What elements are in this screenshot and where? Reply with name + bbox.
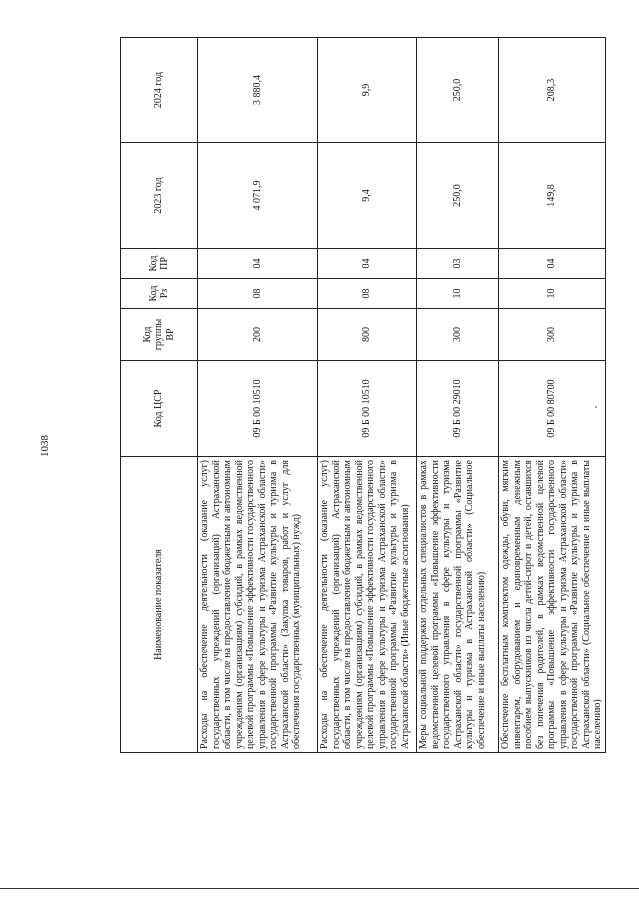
row-2024: 3 880,4 xyxy=(198,38,318,143)
row-pr: 04 xyxy=(318,249,417,279)
row-2024: 9,9 xyxy=(318,38,417,143)
scan-speck xyxy=(595,406,597,408)
header-2024: 2024 год xyxy=(121,38,198,143)
row-pr: 04 xyxy=(198,249,318,279)
table-row xyxy=(198,38,318,753)
table-row xyxy=(417,38,499,753)
row-name: Расходы на обеспечение деятельности (оказание услуг) государственных учреждений (организаций) Астраханской области, в том числе на предоставление бюджетным и автономным учреждениям (организациям) субсидий, в рамках ведомственной целевой программы «Повышение эффективности государственного управления в сфере культуры и туризма Астраханской области» государственной программы «Развитие культуры и туризма в Астраханской области» (Закупка товаров, работ и услуг для обеспечения государственных (муниципальных) нужд) xyxy=(198,457,318,753)
row-name: Обеспечение бесплатным комплектом одежды, обуви, мягким инвентарем, оборудованием и единовременным денежным пособием выпускников из числа детей-сирот и детей, оставшихся без попечения родителей, в рамках ведомственной целевой программы «Повышение эффективности государственного управления в сфере культуры и туризма Астраханской области» государственной программы «Развитие культуры и туризма в Астраханской области» (Социальное обеспечение и иные выплаты населению) xyxy=(499,457,606,753)
row-name: Расходы на обеспечение деятельности (оказание услуг) государственных учреждений (организаций) Астраханской области, в том числе на предоставление бюджетным и автономным учреждениям (организациям) субсидий, в рамках ведомственной целевой программы «Повышение эффективности государственного управления в сфере культуры и туризма Астраханской области» государственной программы «Развитие культуры и туризма в Астраханской области» (Иные бюджетные ассигнования) xyxy=(318,457,417,753)
header-csr: Код ЦСР xyxy=(121,361,198,457)
row-csr: 09 Б 00 10510 xyxy=(318,361,417,457)
header-vr: Код группы ВР xyxy=(121,309,198,361)
row-rz: 10 xyxy=(499,279,606,309)
header-name: Наименование показателя xyxy=(121,457,198,753)
row-2023: 4 071,9 xyxy=(198,143,318,249)
row-rz: 10 xyxy=(417,279,499,309)
page-number: 1038 xyxy=(39,435,51,457)
header-rz: Код Рз xyxy=(121,279,198,309)
page-bottom-rule xyxy=(0,888,639,889)
budget-table xyxy=(120,37,606,753)
table-row xyxy=(499,38,606,753)
table-row xyxy=(318,38,417,753)
header-pr: Код ПР xyxy=(121,249,198,279)
row-vr: 300 xyxy=(499,309,606,361)
row-csr: 09 Б 00 80700 xyxy=(499,361,606,457)
row-2023: 9,4 xyxy=(318,143,417,249)
row-vr: 200 xyxy=(198,309,318,361)
row-vr: 300 xyxy=(417,309,499,361)
header-2023: 2023 год xyxy=(121,143,198,249)
row-rz: 08 xyxy=(318,279,417,309)
row-2023: 250,0 xyxy=(417,143,499,249)
row-2024: 208,3 xyxy=(499,38,606,143)
rotated-table-wrapper xyxy=(120,38,603,753)
row-csr: 09 Б 00 29010 xyxy=(417,361,499,457)
header-row xyxy=(121,38,198,753)
row-pr: 03 xyxy=(417,249,499,279)
row-pr: 04 xyxy=(499,249,606,279)
row-name: Меры социальной поддержки отдельных специалистов в рамках ведомственной целевой программы «Повышение эффективности государственного управления в сфере культуры и туризма Астраханской области» государственной программы «Развитие культуры и туризма в Астраханской области» (Социальное обеспечение и иные выплаты населению) xyxy=(417,457,499,753)
row-vr: 800 xyxy=(318,309,417,361)
row-2024: 250,0 xyxy=(417,38,499,143)
row-csr: 09 Б 00 10510 xyxy=(198,361,318,457)
row-2023: 149,8 xyxy=(499,143,606,249)
row-rz: 08 xyxy=(198,279,318,309)
